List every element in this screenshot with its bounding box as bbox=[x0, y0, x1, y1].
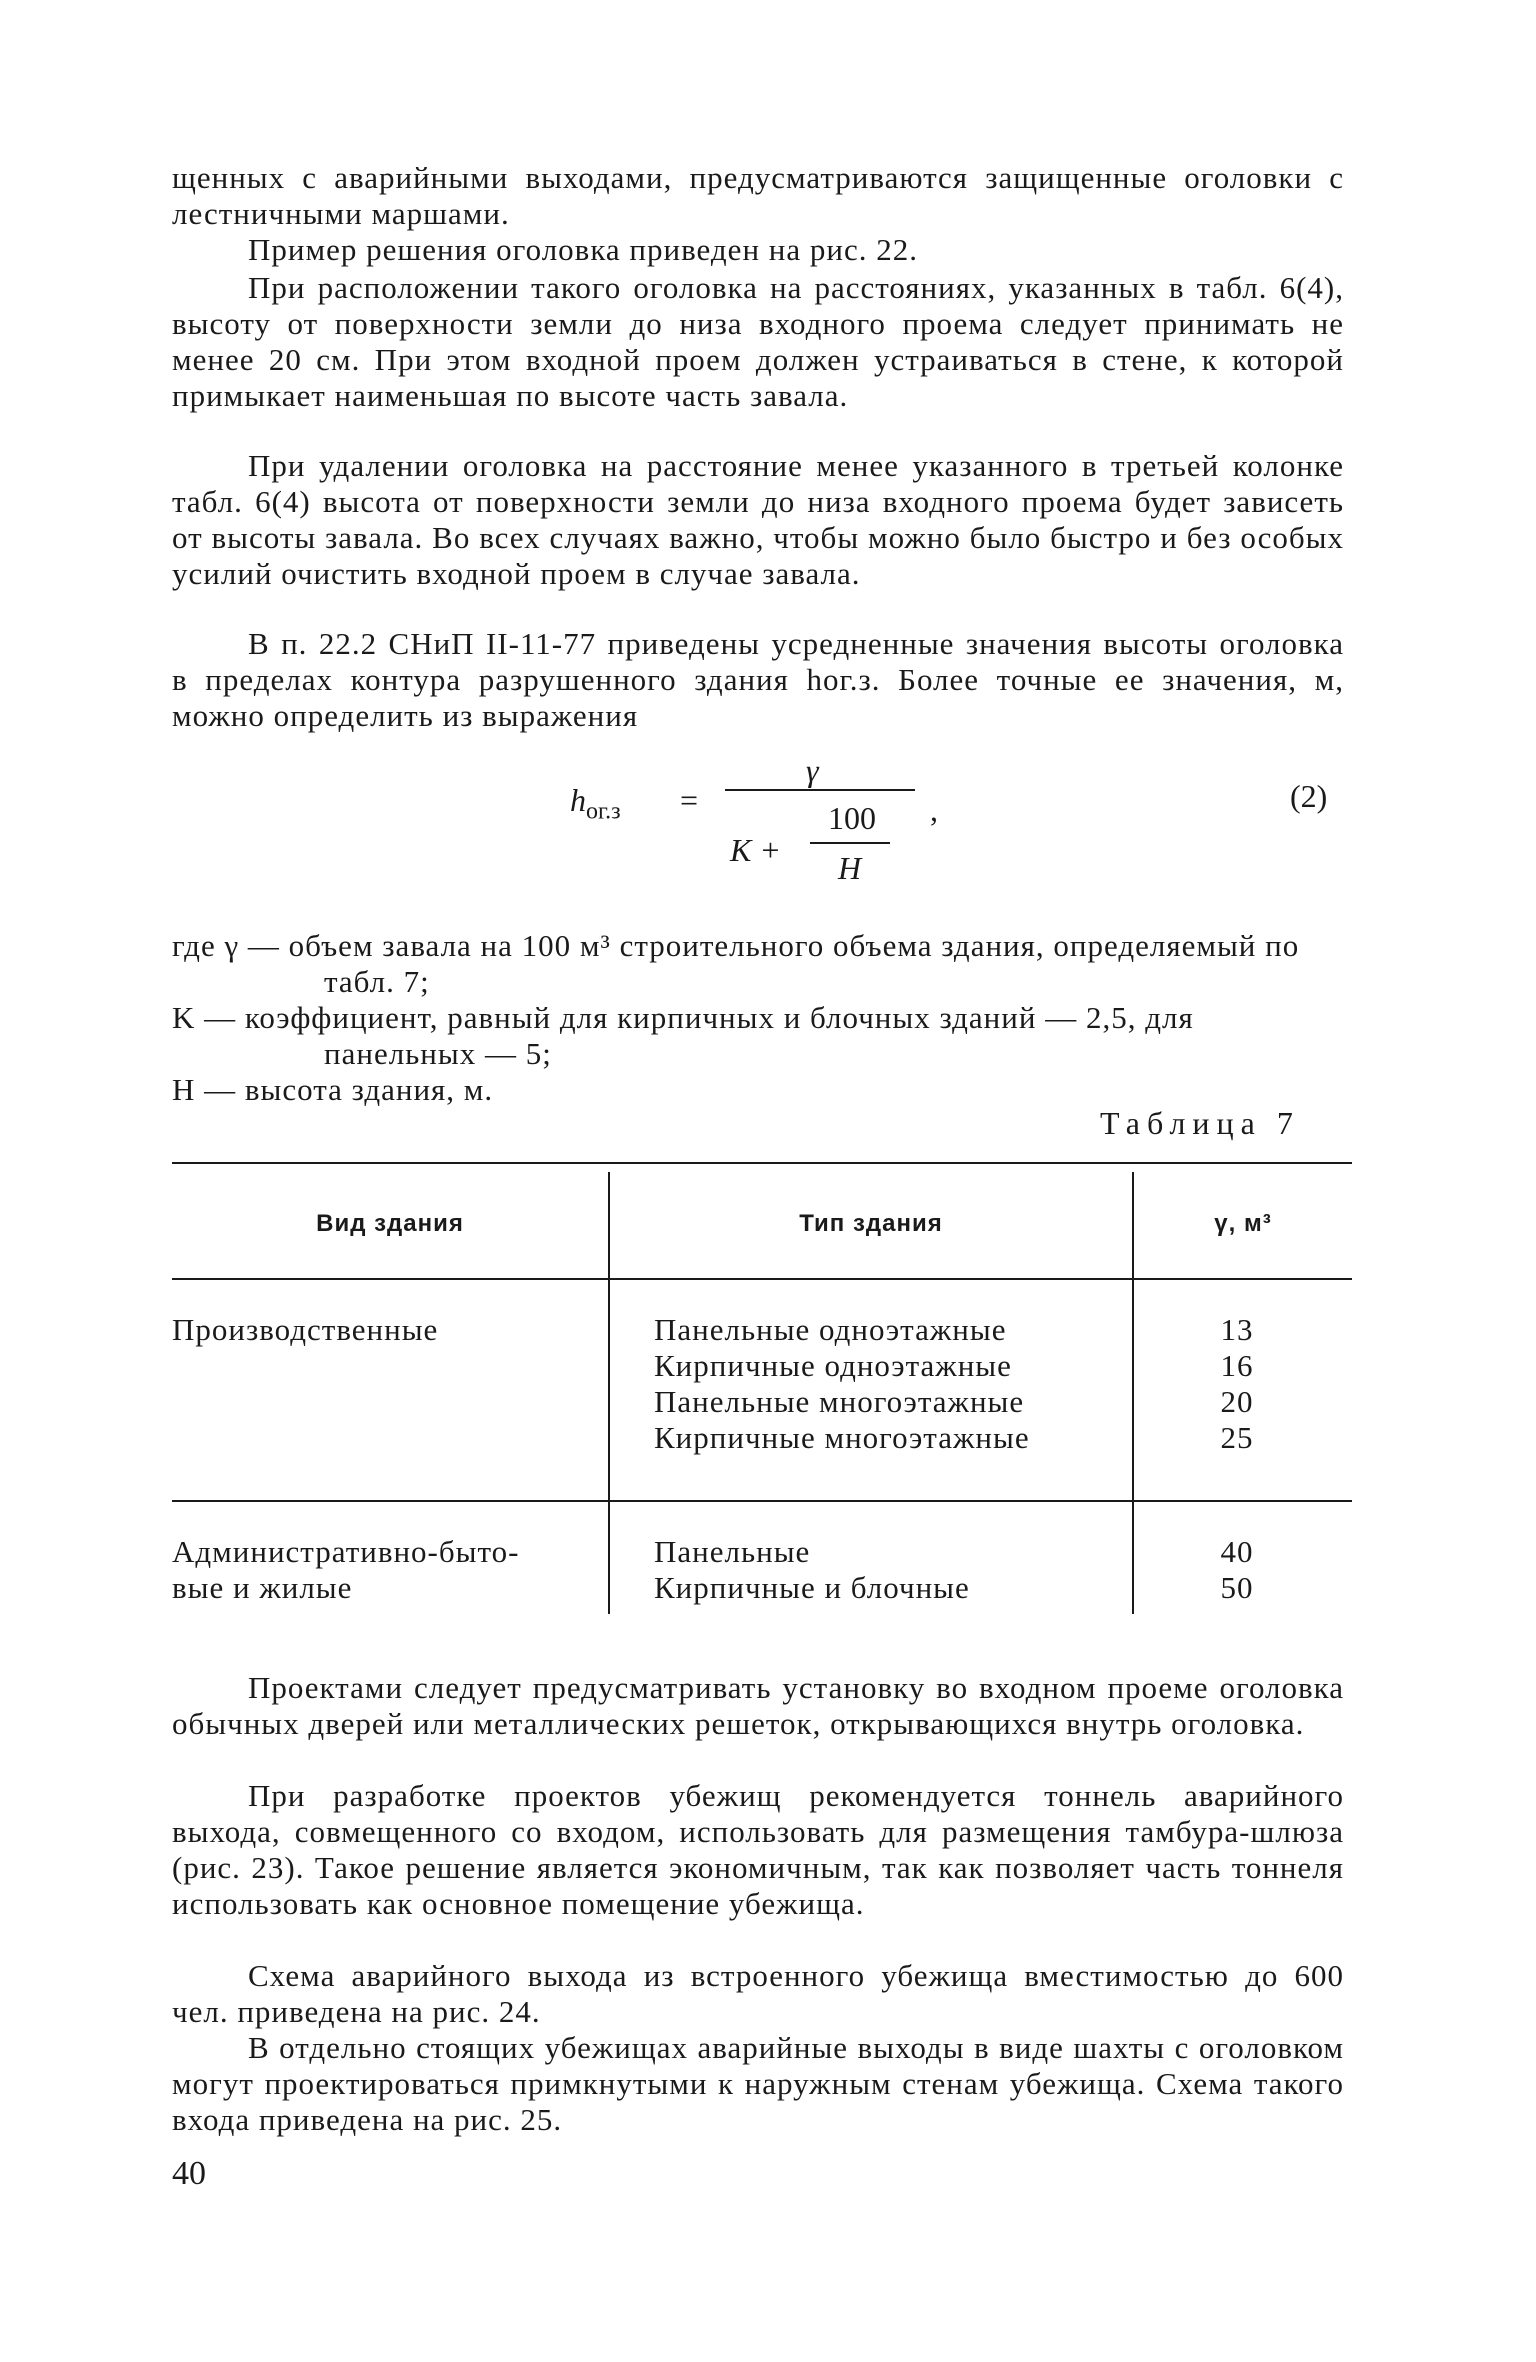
table-column-divider-1 bbox=[608, 1172, 610, 1614]
table-7 bbox=[172, 1162, 1352, 1616]
formula-k-plus: K + bbox=[730, 832, 781, 868]
paragraph-placement: При расположении такого оголовка на расстояниях, указанных в табл. 6(4), высоту от поверхности земли до низа входного проема следует принимать не менее 20 см. При этом входной проем должен устраиваться в стене, к которой примыкает наименьшая по высоте часть завала. bbox=[172, 270, 1344, 413]
formula-subfraction-bar bbox=[810, 842, 890, 844]
formula-comma: , bbox=[930, 792, 938, 828]
table-group-rule bbox=[172, 1500, 1352, 1502]
formula-fraction-bar bbox=[725, 789, 915, 791]
paragraph-continuation: щенных с аварийными выходами, предусматриваются защищенные оголовки с лестничными маршами. bbox=[172, 160, 1344, 231]
formula-lhs: $h_{ог.з}$ bbox=[570, 782, 621, 825]
paragraph-scheme: Схема аварийного выхода из встроенного убежища вместимостью до 600 чел. приведена на рис. 24. bbox=[172, 1958, 1344, 2029]
paragraph-snip: В п. 22.2 СНиП II-11-77 приведены усредненные значения высоты оголовка в пределах контура разрушенного здания hог.з. Более точные ее значения, м, можно определить из выражения bbox=[172, 626, 1344, 733]
table-row-kind: вые и жилые bbox=[172, 1570, 353, 1605]
table-row-value: 40 bbox=[1220, 1534, 1254, 1569]
table-row-type: Панельные bbox=[654, 1534, 811, 1569]
equation-number: (2) bbox=[1290, 778, 1328, 814]
paragraph-doors: Проектами следует предусматривать установку во входном проеме оголовка обычных дверей или металлических решеток, открывающихся внутрь оголовка. bbox=[172, 1670, 1344, 1741]
header-building-kind: Вид здания bbox=[316, 1210, 464, 1237]
formula-hundred: 100 bbox=[828, 800, 876, 836]
definition-k: K — коэффициент, равный для кирпичных и блочных зданий — 2,5, для панельных — 5; bbox=[172, 1000, 1194, 1071]
table-row-value: 25 bbox=[1220, 1420, 1254, 1455]
definition-h: H — высота здания, м. bbox=[172, 1072, 494, 1107]
table-row-type: Панельные одноэтажные bbox=[654, 1312, 1007, 1347]
formula-equals: = bbox=[680, 782, 699, 818]
table-row-value: 20 bbox=[1220, 1384, 1254, 1419]
formula-height: H bbox=[838, 850, 862, 886]
table-row-kind: Производственные bbox=[172, 1312, 439, 1347]
page-number: 40 bbox=[172, 2155, 206, 2192]
table-row-value: 50 bbox=[1220, 1570, 1254, 1605]
table-column-divider-2 bbox=[1132, 1172, 1134, 1614]
table-row-type: Кирпичные одноэтажные bbox=[654, 1348, 1012, 1383]
table-header-rule bbox=[172, 1278, 1352, 1280]
formula-2 bbox=[570, 752, 1070, 902]
definitions-list bbox=[172, 928, 1344, 1108]
paragraph-tunnel: При разработке проектов убежищ рекомендуется тоннель аварийного выхода, совмещенного со входом, использовать для размещения тамбура-шлюза (рис. 23). Такое решение является экономичным, так как позволяет часть тоннеля использовать как основное помещение убежища. bbox=[172, 1778, 1344, 1921]
paragraph-standalone: В отдельно стоящих убежищах аварийные выходы в виде шахты с оголовком могут проектироваться примкнутыми к наружным стенам убежища. Схема такого входа приведена на рис. 25. bbox=[172, 2030, 1344, 2137]
header-building-type: Тип здания bbox=[799, 1210, 943, 1237]
table-row-type: Кирпичные многоэтажные bbox=[654, 1420, 1030, 1455]
paragraph-removal: При удалении оголовка на расстояние менее указанного в третьей колонке табл. 6(4) высота от поверхности земли до низа входного проема будет зависеть от высоты завала. Во всех случаях важно, чтобы можно было быстро и без особых усилий очистить входной проем в случае завала. bbox=[172, 448, 1344, 591]
formula-numerator: γ bbox=[806, 752, 819, 788]
table-row-type: Кирпичные и блочные bbox=[654, 1570, 970, 1605]
table-row-type: Панельные многоэтажные bbox=[654, 1384, 1025, 1419]
table-top-rule bbox=[172, 1162, 1352, 1164]
header-gamma: γ, м³ bbox=[1214, 1210, 1272, 1237]
paragraph-example: Пример решения оголовка приведен на рис. 22. bbox=[248, 232, 918, 267]
table-caption: Таблица 7 bbox=[1100, 1105, 1300, 1141]
table-row-kind: Административно-быто- bbox=[172, 1534, 520, 1569]
definition-gamma: где γ — объем завала на 100 м³ строительного объема здания, определяемый по табл. 7; bbox=[172, 928, 1300, 999]
table-row-value: 16 bbox=[1220, 1348, 1254, 1383]
table-row-value: 13 bbox=[1220, 1312, 1254, 1347]
